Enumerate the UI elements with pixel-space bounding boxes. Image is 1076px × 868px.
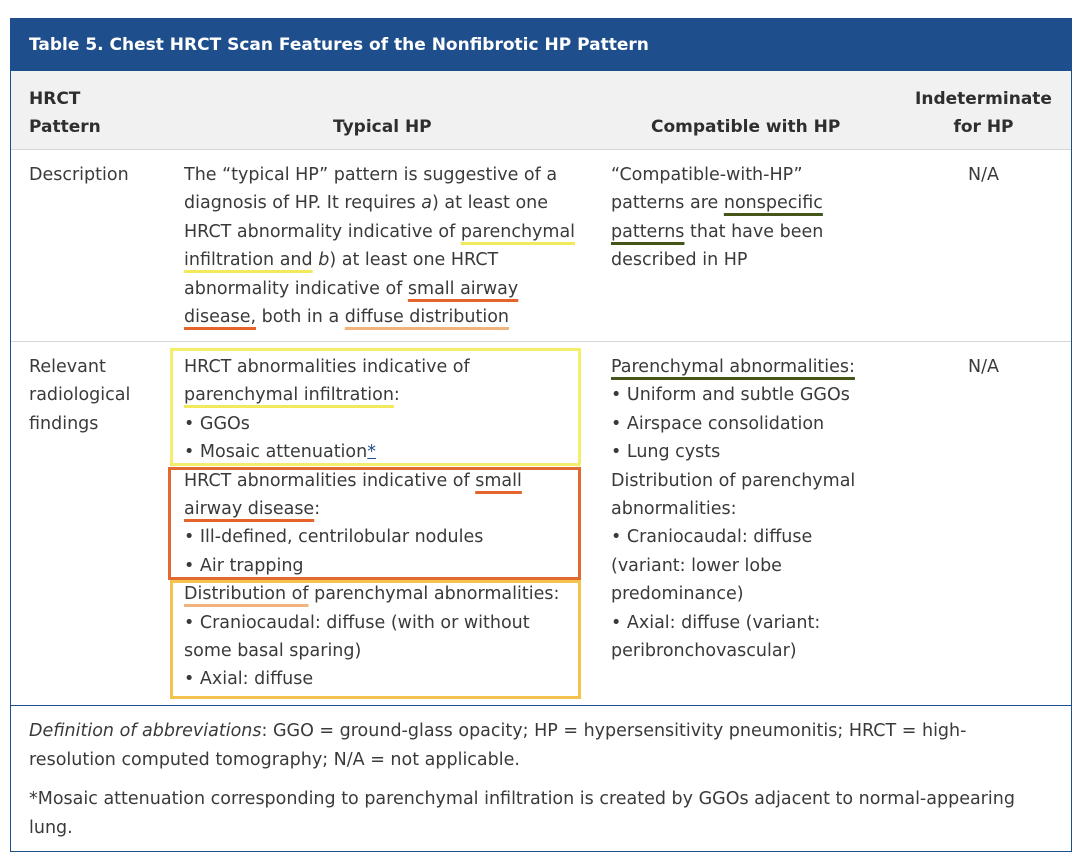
description-typical-text [184, 161, 589, 331]
abbreviations-text: : GGO = ground-glass opacity; HP = hypersensitivity pneumonitis; HRCT = high-resolution computed tomography; N/A = not applicable. [29, 721, 967, 770]
bullet-airspace-consolidation: • Airspace consolidation [611, 413, 825, 434]
footer-divider [11, 705, 1071, 706]
table-header-row [11, 71, 1071, 149]
text-span: : [393, 385, 400, 406]
text-span: The “typical HP” pattern is suggestive of a diagnosis of HP. It requires [184, 165, 558, 214]
description-compatible-cell [611, 161, 851, 275]
highlight-small-airway-disease: small airway disease [184, 470, 522, 520]
bullet-axial: • Axial: diffuse [184, 669, 314, 690]
header-indeterminate-line1: Indeterminate [915, 89, 1052, 109]
description-typical-cell [184, 161, 589, 331]
header-typical-hp: Typical HP [333, 117, 432, 137]
item-b: b [318, 250, 330, 271]
footnote-link[interactable]: * [367, 442, 376, 463]
header-hrct-line2: Pattern [29, 117, 101, 137]
row-label-findings [29, 353, 130, 438]
highlight-nonspecific-patterns: nonspecific patterns [611, 193, 823, 242]
findings-compatible-cell [611, 353, 873, 665]
bullet-uniform-ggos: • Uniform and subtle GGOs [611, 385, 850, 406]
findings-indeterminate-cell: N/A [968, 357, 999, 377]
text-span: both in a [256, 307, 345, 328]
table-title: Table 5. Chest HRCT Scan Features of the Nonfibrotic HP Pattern [11, 19, 1071, 71]
header-indeterminate-line2: for HP [953, 117, 1014, 137]
highlight-parenchymal-infiltration: parenchymal infiltration and [184, 221, 576, 271]
description-indeterminate-cell: N/A [968, 165, 999, 185]
highlight-parenchymal-abnormalities: Parenchymal abnormalities: [611, 357, 855, 377]
text-span: that have been described in HP [611, 221, 824, 271]
findings-label-line2: radiological [29, 385, 131, 406]
text-span: parenchymal abnormalities: [308, 584, 560, 605]
highlight-small-airway-disease: small airway disease, [184, 278, 519, 328]
group-small-airway-heading [184, 467, 576, 524]
bullet-ggos: • GGOs [184, 413, 250, 434]
highlight-parenchymal-infiltration: parenchymal infiltration [184, 385, 394, 406]
compatible-distribution-heading: Distribution of parenchymal abnormalities: [611, 470, 856, 520]
highlight-distribution: Distribution of [184, 584, 309, 605]
bullet-centrilobular-nodules: • Ill-defined, centrilobular nodules [184, 527, 484, 548]
text-span: : [314, 499, 321, 520]
bullet-air-trapping: • Air trapping [184, 555, 304, 576]
row-divider [11, 149, 1071, 150]
findings-typical-cell [184, 353, 576, 694]
item-a: a [421, 193, 433, 214]
findings-label-line1: Relevant [29, 357, 106, 377]
bullet-lung-cysts: • Lung cysts [611, 442, 721, 463]
row-label-description: Description [29, 165, 129, 185]
header-hrct-line1: HRCT [29, 89, 81, 109]
description-compatible-text [611, 161, 851, 275]
footnote-abbreviations [29, 717, 1049, 775]
text-span: ) at least one HRCT abnormality indicative of [184, 193, 549, 242]
bullet-axial: • Axial: diffuse (variant: peribronchovascular) [611, 612, 821, 662]
bullet-craniocaudal: • Craniocaudal: diffuse (variant: lower lobe predominance) [611, 527, 813, 605]
group-distribution-heading [184, 580, 576, 608]
bullet-craniocaudal: • Craniocaudal: diffuse (with or without some basal sparing) [184, 612, 530, 662]
text-span: “Compatible-with-HP” patterns are [611, 165, 803, 214]
header-compatible-hp: Compatible with HP [651, 117, 841, 137]
footnote-mosaic [29, 785, 1049, 843]
group-parenchymal-heading [184, 353, 576, 410]
abbreviations-label: Definition of abbreviations [29, 721, 262, 741]
text-span: • Mosaic attenuation [184, 442, 368, 463]
row-divider [11, 341, 1071, 342]
text-span: HRCT abnormalities indicative of [184, 357, 470, 377]
bullet-mosaic-attenuation [184, 438, 576, 466]
header-indeterminate-hp [911, 85, 1056, 141]
header-hrct-pattern [29, 85, 101, 141]
compatible-parenchymal-heading [611, 353, 873, 381]
text-span: HRCT abnormalities indicative of [184, 470, 476, 491]
text-span: ) at least one HRCT abnormality indicative of [184, 250, 499, 299]
mosaic-note-text: *Mosaic attenuation corresponding to parenchymal infiltration is created by GGOs adjacent to normal-appearing lung. [29, 789, 1015, 838]
highlight-diffuse-distribution: diffuse distribution [344, 307, 510, 328]
table-frame [10, 18, 1072, 852]
findings-label-line3: findings [29, 413, 99, 434]
